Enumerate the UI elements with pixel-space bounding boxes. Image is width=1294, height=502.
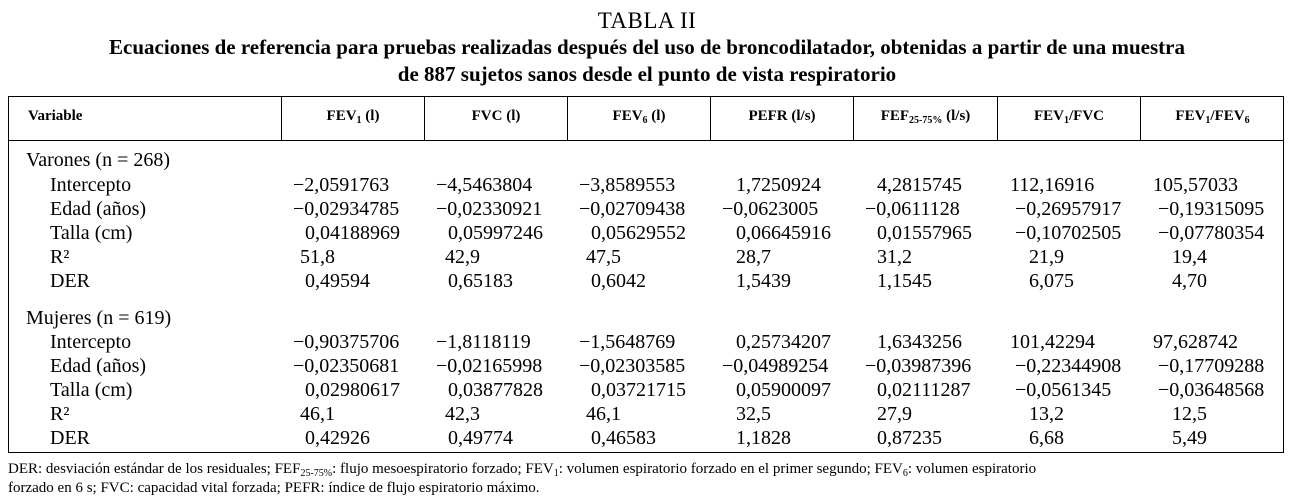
table-cell: 0,49774 [448,427,513,449]
column-header-fvc: FVC (l) [471,108,521,124]
table-cell: 0,02980617 [305,379,400,401]
table-cell: −1,5648769 [579,331,676,353]
table-cell: 27,9 [877,403,912,425]
row-label: Edad (años) [50,355,147,377]
table-title-line-1: Ecuaciones de referencia para pruebas realizadas después del uso de broncodilatador, obtenidas a partir de una muestra [109,35,1185,59]
table-cell: 1,7250924 [736,174,821,196]
table-cell: 97,628742 [1153,331,1238,353]
table-cell: −0,02350681 [293,355,400,377]
table-cell: 47,5 [586,246,621,268]
table-cell: 6,075 [1029,270,1074,292]
table-cell: 12,5 [1172,403,1207,425]
column-header-fev6: $FEV_6$ (l) [612,108,666,126]
table-cell: −0,22344908 [1015,355,1122,377]
column-header-fef: $FEF_{25-75\%}$ (l/s) [880,108,971,126]
table-cell: −0,07780354 [1158,222,1265,244]
table-cell: 28,7 [736,246,771,268]
table-cell: 0,05997246 [448,222,543,244]
table-cell: −0,0611128 [865,198,960,220]
group-label-varones: Varones (n = 268) [26,149,171,171]
table-cell: −3,8589553 [579,174,676,196]
column-header-fev1-fev6: $FEV_1/FEV_6$ [1175,108,1250,126]
table-cell: 0,03721715 [591,379,686,401]
table-cell: 19,4 [1172,246,1207,268]
table-cell: 5,49 [1172,427,1207,449]
table-cell: −0,02934785 [293,198,400,220]
table-cell: −4,5463804 [436,174,533,196]
table-cell: 46,1 [586,403,621,425]
table-cell: −0,0623005 [722,198,819,220]
header-rule [8,140,1284,141]
table-cell: 0,03877828 [448,379,543,401]
table-cell: 0,46583 [591,427,656,449]
table-cell: 101,42294 [1010,331,1095,353]
table-cell: 21,9 [1029,246,1064,268]
table-cell: 0,87235 [877,427,942,449]
table-cell: 6,68 [1029,427,1064,449]
table-cell: −0,17709288 [1158,355,1265,377]
group-label-mujeres: Mujeres (n = 619) [26,307,172,329]
row-label: Talla (cm) [50,222,133,244]
table-number: TABLA II [597,8,697,33]
table-cell: 13,2 [1029,403,1064,425]
table-cell: 31,2 [877,246,912,268]
table-cell: 1,6343256 [877,331,962,353]
table-cell: 0,02111287 [877,379,971,401]
table-cell: −0,19315095 [1158,198,1265,220]
table-title-line-2: de 887 sujetos sanos desde el punto de vista respiratorio [397,62,897,86]
table-cell: −0,02330921 [436,198,543,220]
footnote-line-1: DER: desviación estándar de los residuales; $FEF_{25-75\%}$: flujo mesoespiratorio forzado; $FEV_1$: volumen espiratorio forzado en el primer segundo; $FEV_6$: volumen espiratorio [8,461,1037,479]
column-header-pefr: PEFR (l/s) [748,108,816,124]
row-label: Intercepto [50,174,132,196]
table-cell: 0,42926 [305,427,370,449]
table-cell: 42,9 [445,246,480,268]
row-label: R² [50,246,70,268]
table-cell: −0,02165998 [436,355,543,377]
row-label: Intercepto [50,331,132,353]
footnote-line-2: forzado en 6 s; FVC: capacidad vital forzada; PEFR: índice de flujo espiratorio máximo. [8,480,540,496]
table-cell: 0,06645916 [736,222,831,244]
table-cell: −0,04989254 [722,355,829,377]
table-cell: 1,1545 [877,270,932,292]
table-cell: −0,03987396 [865,355,972,377]
table-cell: −0,10702505 [1015,222,1122,244]
table-cell: −0,0561345 [1015,379,1112,401]
table-cell: 0,65183 [448,270,513,292]
table-cell: −0,03648568 [1158,379,1265,401]
table-cell: 0,6042 [591,270,646,292]
row-label: Talla (cm) [50,379,133,401]
table-cell: −0,26957917 [1015,198,1122,220]
table-cell: 0,01557965 [877,222,972,244]
row-label: DER [50,270,90,292]
row-label: R² [50,403,70,425]
table-cell: −0,02303585 [579,355,686,377]
table-cell: 51,8 [300,246,335,268]
table-cell: 4,70 [1172,270,1207,292]
table-cell: 0,49594 [305,270,370,292]
row-label: DER [50,427,90,449]
column-header-variable: Variable [28,108,83,124]
table-cell: 0,05900097 [736,379,831,401]
table-cell: 0,04188969 [305,222,400,244]
row-label: Edad (años) [50,198,147,220]
table-cell: 0,05629552 [591,222,686,244]
table-cell: 32,5 [736,403,771,425]
table-cell: 0,25734207 [736,331,831,353]
table-cell: −1,8118119 [436,331,531,353]
column-header-fev1: $FEV_1$ (l) [326,108,380,126]
table-cell: −0,02709438 [579,198,686,220]
table-cell: 46,1 [300,403,335,425]
table-cell: 1,1828 [736,427,791,449]
table-cell: 42,3 [445,403,480,425]
table-cell: 112,16916 [1010,174,1095,196]
table-cell: 105,57033 [1153,174,1238,196]
table-cell: −0,90375706 [293,331,400,353]
table-cell: 4,2815745 [877,174,962,196]
table-cell: −2,0591763 [293,174,390,196]
column-header-fev1-fvc: $FEV_1$/FVC [1034,108,1104,126]
table-cell: 1,5439 [736,270,791,292]
